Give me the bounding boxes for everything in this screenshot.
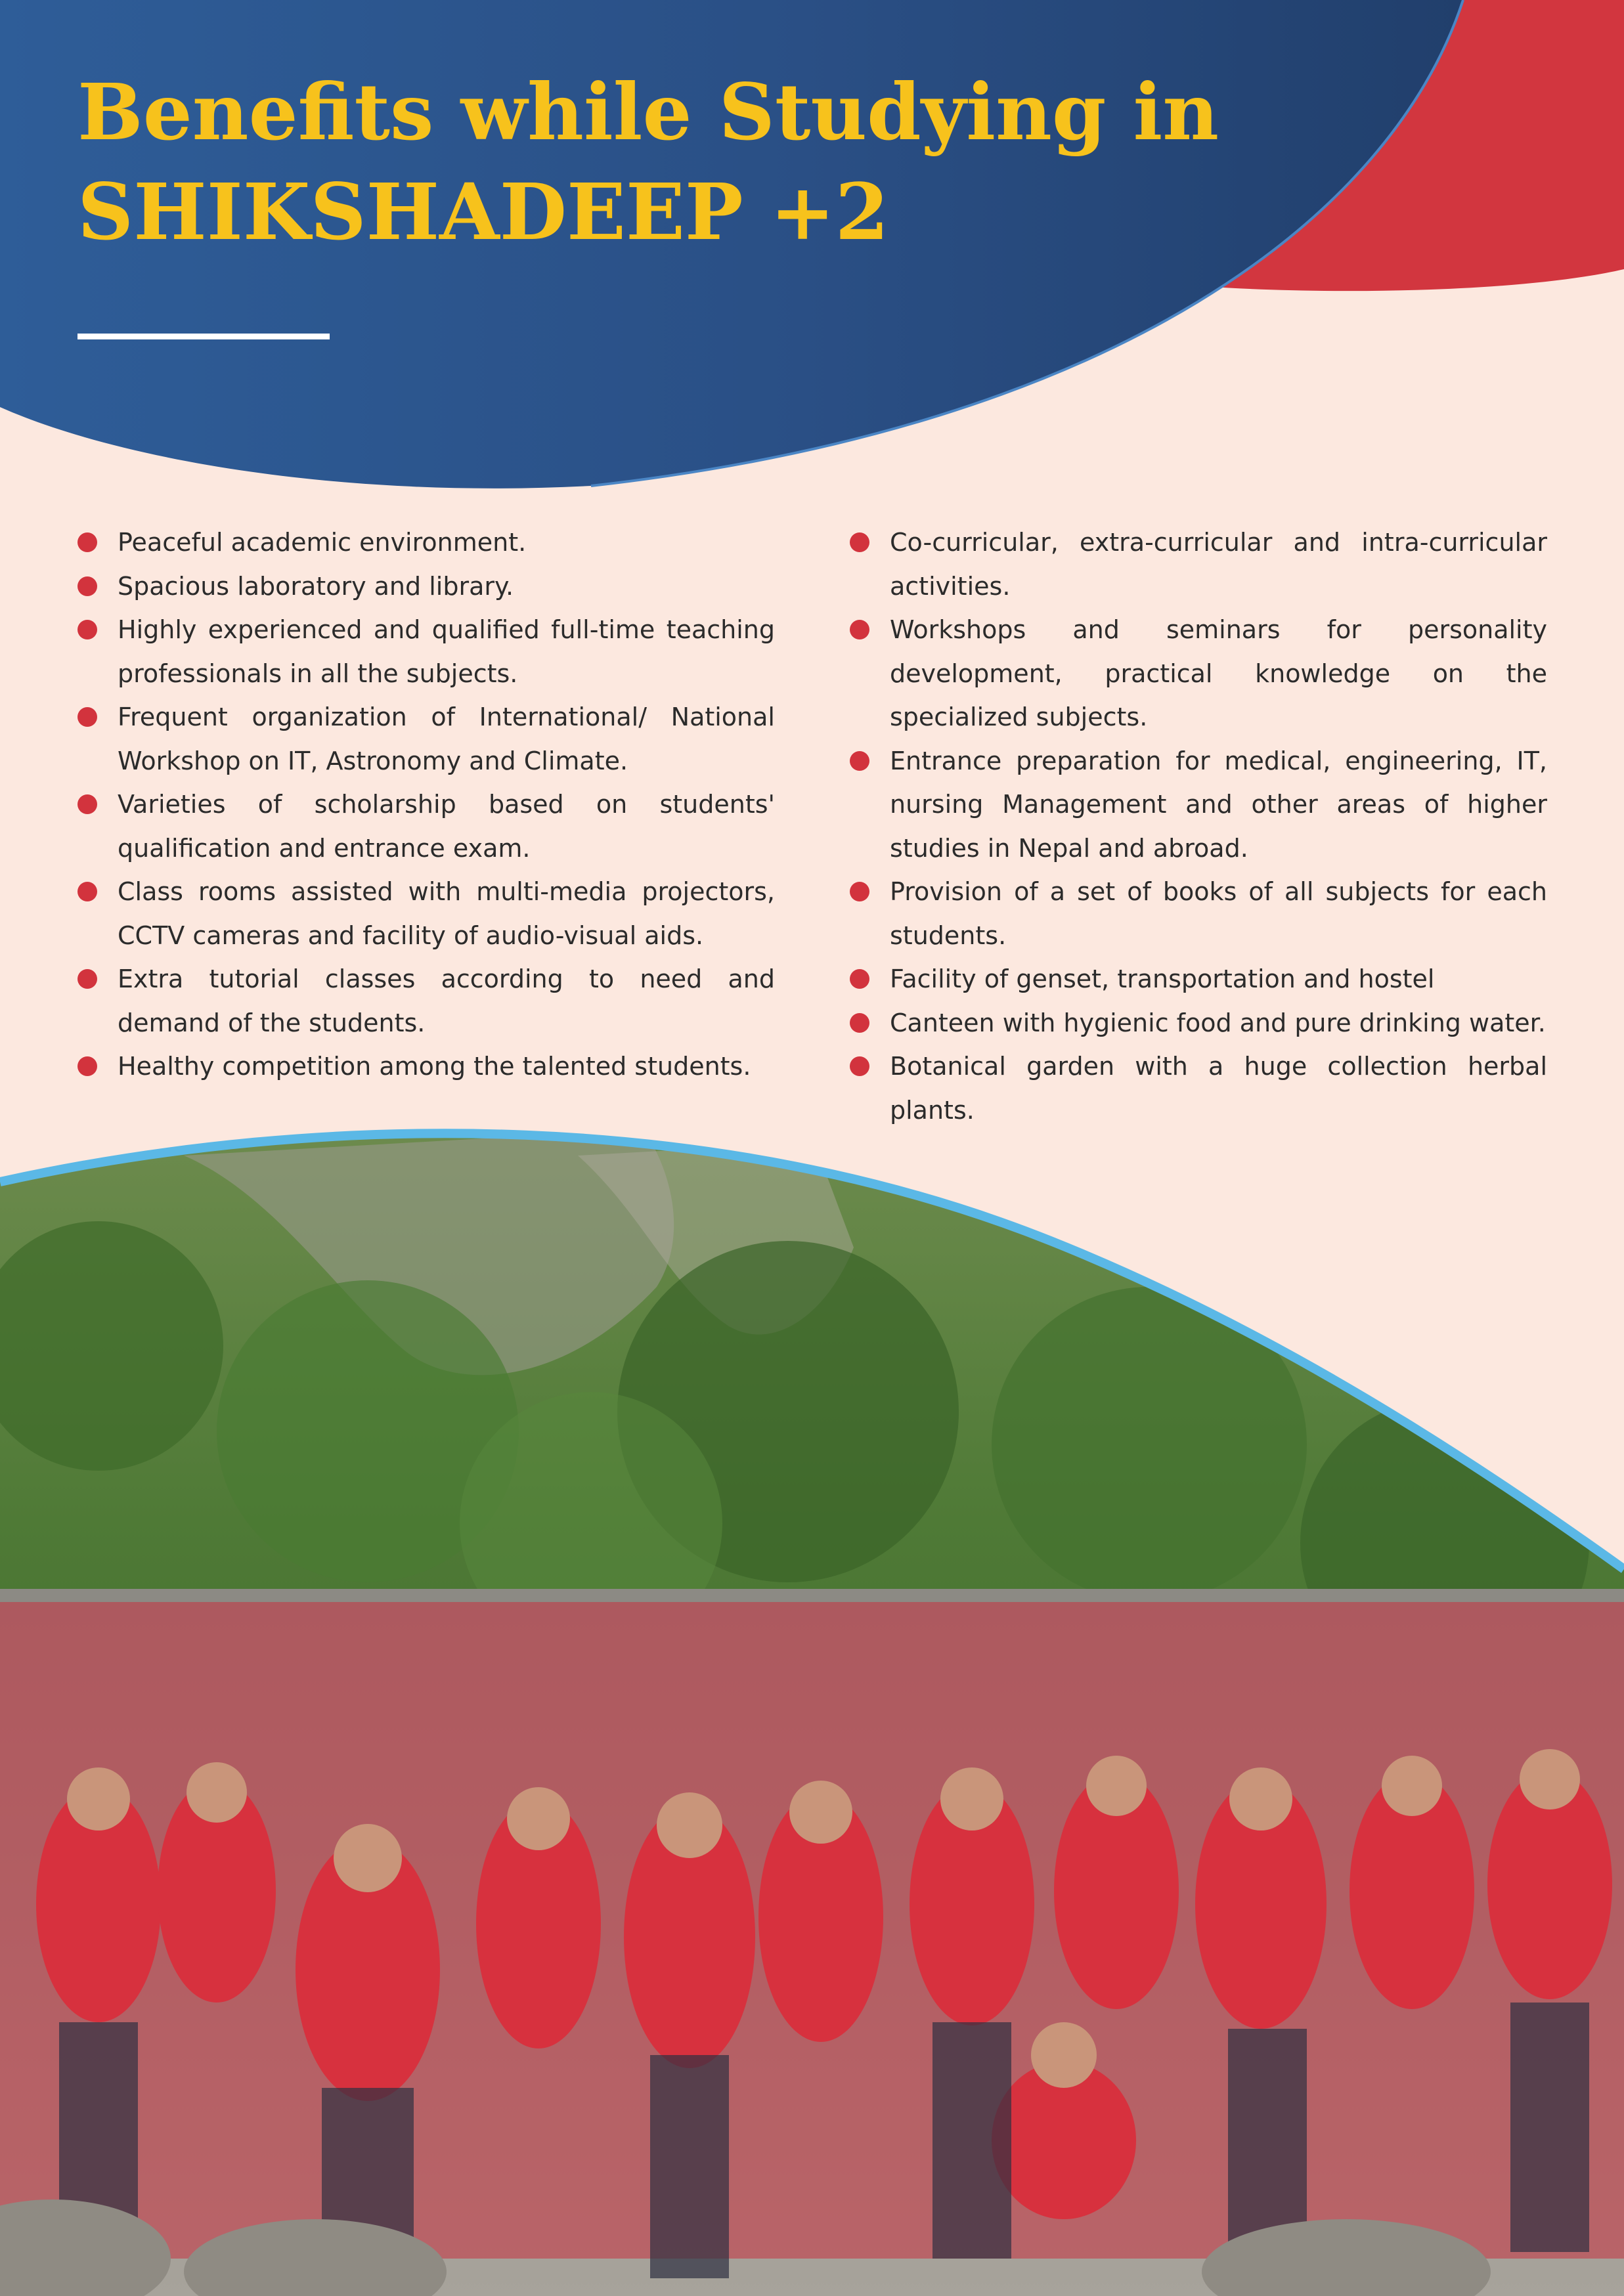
benefit-item: Provision of a set of books of all subjects for each students. xyxy=(850,870,1547,957)
benefit-item: Entrance preparation for medical, engineering, IT, nursing Management and other areas of higher studies in Nepal and abroad. xyxy=(850,739,1547,871)
title-line-1: Benefits while Studying in xyxy=(77,66,1219,158)
benefits-list-right xyxy=(850,521,1547,1132)
benefit-item: Workshops and seminars for personality development, practical knowledge on the specialized subjects. xyxy=(850,608,1547,739)
benefit-item: Botanical garden with a huge collection herbal plants. xyxy=(850,1045,1547,1132)
benefit-item: Healthy competition among the talented students. xyxy=(77,1045,775,1089)
page-title xyxy=(77,62,1219,262)
benefit-item: Spacious laboratory and library. xyxy=(77,565,775,609)
benefit-item: Facility of genset, transportation and hostel xyxy=(850,957,1547,1001)
benefit-item: Canteen with hygienic food and pure drinking water. xyxy=(850,1001,1547,1045)
benefit-item: Frequent organization of International/ National Workshop on IT, Astronomy and Climate. xyxy=(77,695,775,783)
title-line-2: SHIKSHADEEP +2 xyxy=(77,166,889,257)
benefit-item: Highly experienced and qualified full-time teaching professionals in all the subjects. xyxy=(77,608,775,695)
title-underline xyxy=(77,334,330,339)
benefit-item: Peaceful academic environment. xyxy=(77,521,775,565)
benefits-list-left xyxy=(77,521,775,1089)
group-photo xyxy=(0,1103,1624,2296)
benefit-item: Class rooms assisted with multi-media projectors, CCTV cameras and facility of audio-visual aids. xyxy=(77,870,775,957)
benefit-item: Extra tutorial classes according to need and demand of the students. xyxy=(77,957,775,1045)
benefit-item: Co-curricular, extra-curricular and intra-curricular activities. xyxy=(850,521,1547,608)
benefit-item: Varieties of scholarship based on students' qualification and entrance exam. xyxy=(77,783,775,870)
